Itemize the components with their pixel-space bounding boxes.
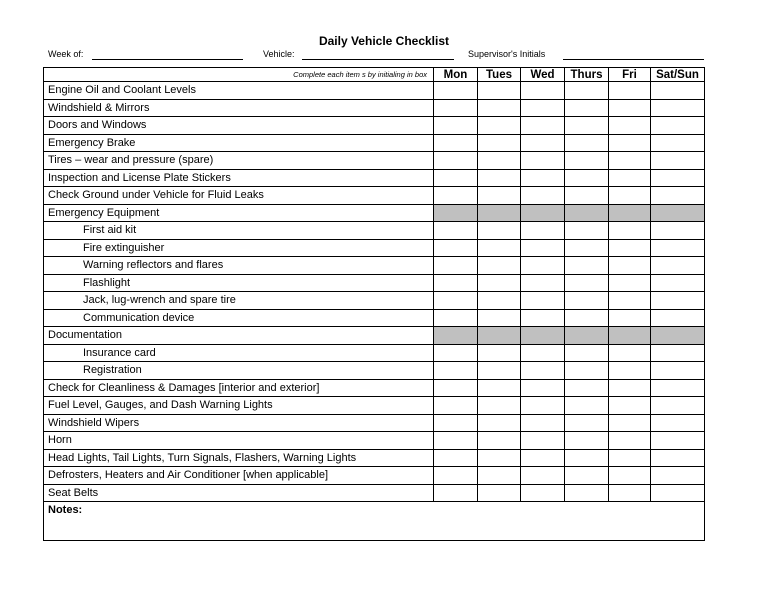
- initial-box[interactable]: [651, 362, 705, 380]
- item-label: Seat Belts: [44, 484, 434, 502]
- initial-box[interactable]: [434, 152, 478, 170]
- initial-box[interactable]: [651, 99, 705, 117]
- initial-box[interactable]: [434, 117, 478, 135]
- initial-box[interactable]: [521, 397, 565, 415]
- initial-box[interactable]: [609, 309, 651, 327]
- table-row: [44, 379, 705, 397]
- initial-box[interactable]: [521, 82, 565, 100]
- initial-box[interactable]: [521, 292, 565, 310]
- initial-box[interactable]: [478, 344, 521, 362]
- table-row: [44, 292, 705, 310]
- notes-row: [44, 502, 705, 541]
- initial-box[interactable]: [565, 222, 609, 240]
- initial-box[interactable]: [651, 274, 705, 292]
- initial-box[interactable]: [565, 117, 609, 135]
- item-label: Inspection and License Plate Stickers: [44, 169, 434, 187]
- item-label: Defrosters, Heaters and Air Conditioner [when applicable]: [44, 467, 434, 485]
- item-label: Fire extinguisher: [44, 239, 434, 257]
- initial-box[interactable]: [565, 397, 609, 415]
- table-row: [44, 239, 705, 257]
- initial-box[interactable]: [609, 467, 651, 485]
- initial-box[interactable]: [478, 99, 521, 117]
- initial-box[interactable]: [521, 414, 565, 432]
- initial-box: [521, 204, 565, 222]
- item-label: Warning reflectors and flares: [44, 257, 434, 275]
- table-row: [44, 309, 705, 327]
- initial-box[interactable]: [565, 467, 609, 485]
- initial-box[interactable]: [521, 379, 565, 397]
- initial-box[interactable]: [651, 484, 705, 502]
- vehicle-field[interactable]: [302, 59, 454, 60]
- initial-box[interactable]: [521, 449, 565, 467]
- initial-box: [478, 204, 521, 222]
- initial-box[interactable]: [521, 99, 565, 117]
- initial-box[interactable]: [609, 239, 651, 257]
- table-row: [44, 134, 705, 152]
- initial-box[interactable]: [609, 344, 651, 362]
- vehicle-label: Vehicle:: [263, 49, 295, 59]
- initial-box[interactable]: [434, 257, 478, 275]
- initial-box[interactable]: [478, 467, 521, 485]
- initial-box[interactable]: [609, 134, 651, 152]
- day-header-thurs: Thurs: [565, 68, 609, 82]
- table-row: [44, 187, 705, 205]
- initial-box[interactable]: [478, 484, 521, 502]
- table-row: [44, 82, 705, 100]
- initial-box[interactable]: [651, 449, 705, 467]
- initial-box[interactable]: [651, 309, 705, 327]
- initial-box[interactable]: [478, 449, 521, 467]
- initial-box[interactable]: [521, 309, 565, 327]
- initial-box[interactable]: [565, 309, 609, 327]
- initial-box[interactable]: [651, 432, 705, 450]
- initial-box[interactable]: [609, 257, 651, 275]
- table-row: [44, 257, 705, 275]
- initial-box[interactable]: [434, 362, 478, 380]
- initial-box[interactable]: [609, 484, 651, 502]
- initial-box[interactable]: [609, 274, 651, 292]
- day-header-mon: Mon: [434, 68, 478, 82]
- initial-box[interactable]: [434, 484, 478, 502]
- table-row: [44, 467, 705, 485]
- initial-box[interactable]: [478, 432, 521, 450]
- initial-box[interactable]: [565, 414, 609, 432]
- initial-box[interactable]: [565, 152, 609, 170]
- item-label: Windshield & Mirrors: [44, 99, 434, 117]
- initial-box[interactable]: [565, 187, 609, 205]
- initial-box[interactable]: [565, 239, 609, 257]
- initial-box[interactable]: [565, 82, 609, 100]
- initial-box[interactable]: [434, 222, 478, 240]
- initial-box[interactable]: [521, 362, 565, 380]
- initial-box[interactable]: [521, 467, 565, 485]
- initial-box: [521, 327, 565, 345]
- initial-box[interactable]: [434, 414, 478, 432]
- table-row: [44, 344, 705, 362]
- initial-box[interactable]: [434, 432, 478, 450]
- week-of-field[interactable]: [92, 59, 243, 60]
- initial-box: [565, 204, 609, 222]
- initial-box[interactable]: [434, 379, 478, 397]
- initial-box[interactable]: [651, 82, 705, 100]
- initial-box[interactable]: [609, 414, 651, 432]
- item-label: Insurance card: [44, 344, 434, 362]
- section-row: [44, 204, 705, 222]
- notes-box[interactable]: [44, 502, 705, 541]
- item-label: Horn: [44, 432, 434, 450]
- initial-box[interactable]: [609, 292, 651, 310]
- week-of-label: Week of:: [48, 49, 84, 59]
- table-row: [44, 222, 705, 240]
- initial-box[interactable]: [478, 362, 521, 380]
- table-row: [44, 169, 705, 187]
- item-label: Documentation: [44, 327, 434, 345]
- initial-box[interactable]: [565, 379, 609, 397]
- initial-box[interactable]: [434, 397, 478, 415]
- initial-box[interactable]: [565, 99, 609, 117]
- initial-box[interactable]: [434, 187, 478, 205]
- initial-box[interactable]: [521, 274, 565, 292]
- initial-box[interactable]: [521, 152, 565, 170]
- initial-box[interactable]: [609, 187, 651, 205]
- initial-box[interactable]: [651, 239, 705, 257]
- initial-box[interactable]: [434, 309, 478, 327]
- initial-box[interactable]: [521, 222, 565, 240]
- initial-box[interactable]: [609, 362, 651, 380]
- table-row: [44, 414, 705, 432]
- initial-box[interactable]: [521, 484, 565, 502]
- table-header-row: [44, 68, 705, 82]
- item-label: First aid kit: [44, 222, 434, 240]
- initial-box[interactable]: [434, 239, 478, 257]
- initial-box[interactable]: [565, 257, 609, 275]
- initial-box[interactable]: [609, 432, 651, 450]
- item-label: Tires – wear and pressure (spare): [44, 152, 434, 170]
- initial-box[interactable]: [651, 117, 705, 135]
- initial-box[interactable]: [478, 117, 521, 135]
- initial-box[interactable]: [565, 344, 609, 362]
- item-label: Jack, lug-wrench and spare tire: [44, 292, 434, 310]
- initial-box[interactable]: [478, 134, 521, 152]
- initial-box[interactable]: [478, 239, 521, 257]
- initial-box[interactable]: [609, 82, 651, 100]
- initial-box[interactable]: [609, 397, 651, 415]
- initial-box: [434, 204, 478, 222]
- item-label: Flashlight: [44, 274, 434, 292]
- table-row: [44, 484, 705, 502]
- initial-box[interactable]: [434, 134, 478, 152]
- day-header-tues: Tues: [478, 68, 521, 82]
- initial-box[interactable]: [521, 257, 565, 275]
- item-label: Engine Oil and Coolant Levels: [44, 82, 434, 100]
- table-row: [44, 432, 705, 450]
- initial-box[interactable]: [478, 187, 521, 205]
- initial-box[interactable]: [521, 169, 565, 187]
- initial-box: [478, 327, 521, 345]
- initial-box[interactable]: [478, 397, 521, 415]
- initial-box[interactable]: [609, 117, 651, 135]
- initial-box[interactable]: [651, 292, 705, 310]
- initial-box: [609, 204, 651, 222]
- initial-box[interactable]: [565, 449, 609, 467]
- table-row: [44, 117, 705, 135]
- initial-box[interactable]: [651, 379, 705, 397]
- initial-box[interactable]: [478, 379, 521, 397]
- initial-box[interactable]: [434, 449, 478, 467]
- initial-box[interactable]: [651, 467, 705, 485]
- initial-box[interactable]: [651, 169, 705, 187]
- initial-box[interactable]: [565, 134, 609, 152]
- initial-box[interactable]: [434, 82, 478, 100]
- initial-box[interactable]: [609, 379, 651, 397]
- initial-box[interactable]: [609, 169, 651, 187]
- page-title: Daily Vehicle Checklist: [318, 34, 450, 48]
- initial-box[interactable]: [521, 239, 565, 257]
- table-row: [44, 397, 705, 415]
- checklist-table: [43, 67, 705, 541]
- initial-box[interactable]: [521, 134, 565, 152]
- item-label: Registration: [44, 362, 434, 380]
- initial-box[interactable]: [434, 169, 478, 187]
- table-row: [44, 99, 705, 117]
- initial-box[interactable]: [651, 344, 705, 362]
- item-label: Emergency Equipment: [44, 204, 434, 222]
- initial-box[interactable]: [565, 274, 609, 292]
- item-label: Check for Cleanliness & Damages [interior and exterior]: [44, 379, 434, 397]
- initial-box[interactable]: [434, 344, 478, 362]
- item-label: Check Ground under Vehicle for Fluid Leaks: [44, 187, 434, 205]
- initial-box[interactable]: [434, 467, 478, 485]
- initial-box[interactable]: [521, 432, 565, 450]
- initial-box[interactable]: [609, 449, 651, 467]
- initial-box[interactable]: [565, 432, 609, 450]
- day-header-satsun: Sat/Sun: [651, 68, 705, 82]
- table-row: [44, 274, 705, 292]
- initial-box[interactable]: [651, 397, 705, 415]
- initial-box[interactable]: [609, 152, 651, 170]
- initial-box[interactable]: [478, 169, 521, 187]
- initial-box[interactable]: [651, 222, 705, 240]
- item-label: Head Lights, Tail Lights, Turn Signals, Flashers, Warning Lights: [44, 449, 434, 467]
- table-row: [44, 449, 705, 467]
- item-label: Doors and Windows: [44, 117, 434, 135]
- initial-box[interactable]: [478, 82, 521, 100]
- initial-box[interactable]: [478, 414, 521, 432]
- initial-box[interactable]: [565, 169, 609, 187]
- item-label: Fuel Level, Gauges, and Dash Warning Lights: [44, 397, 434, 415]
- initial-box[interactable]: [434, 292, 478, 310]
- initial-box[interactable]: [565, 484, 609, 502]
- initial-box[interactable]: [434, 99, 478, 117]
- initial-box: [565, 327, 609, 345]
- item-label: Communication device: [44, 309, 434, 327]
- initial-box[interactable]: [609, 222, 651, 240]
- initial-box[interactable]: [651, 152, 705, 170]
- supervisor-initials-field[interactable]: [563, 59, 704, 60]
- initial-box: [434, 327, 478, 345]
- instruction-text: Complete each item s by initialing in box: [44, 68, 434, 82]
- initial-box[interactable]: [478, 152, 521, 170]
- initial-box[interactable]: [478, 274, 521, 292]
- item-label: Windshield Wipers: [44, 414, 434, 432]
- table-row: [44, 152, 705, 170]
- day-header-fri: Fri: [609, 68, 651, 82]
- initial-box[interactable]: [651, 414, 705, 432]
- initial-box[interactable]: [478, 222, 521, 240]
- initial-box[interactable]: [651, 134, 705, 152]
- initial-box: [609, 327, 651, 345]
- notes-label: Notes:: [48, 504, 83, 516]
- initial-box[interactable]: [521, 187, 565, 205]
- initial-box: [651, 204, 705, 222]
- section-row: [44, 327, 705, 345]
- initial-box[interactable]: [478, 257, 521, 275]
- initial-box[interactable]: [609, 99, 651, 117]
- initial-box[interactable]: [565, 362, 609, 380]
- supervisor-initials-label: Supervisor's Initials: [468, 49, 546, 59]
- initial-box[interactable]: [651, 257, 705, 275]
- initial-box[interactable]: [434, 274, 478, 292]
- initial-box[interactable]: [651, 187, 705, 205]
- initial-box[interactable]: [478, 292, 521, 310]
- initial-box[interactable]: [521, 117, 565, 135]
- initial-box: [651, 327, 705, 345]
- table-row: [44, 362, 705, 380]
- item-label: Emergency Brake: [44, 134, 434, 152]
- initial-box[interactable]: [521, 344, 565, 362]
- initial-box[interactable]: [478, 309, 521, 327]
- day-header-wed: Wed: [521, 68, 565, 82]
- initial-box[interactable]: [565, 292, 609, 310]
